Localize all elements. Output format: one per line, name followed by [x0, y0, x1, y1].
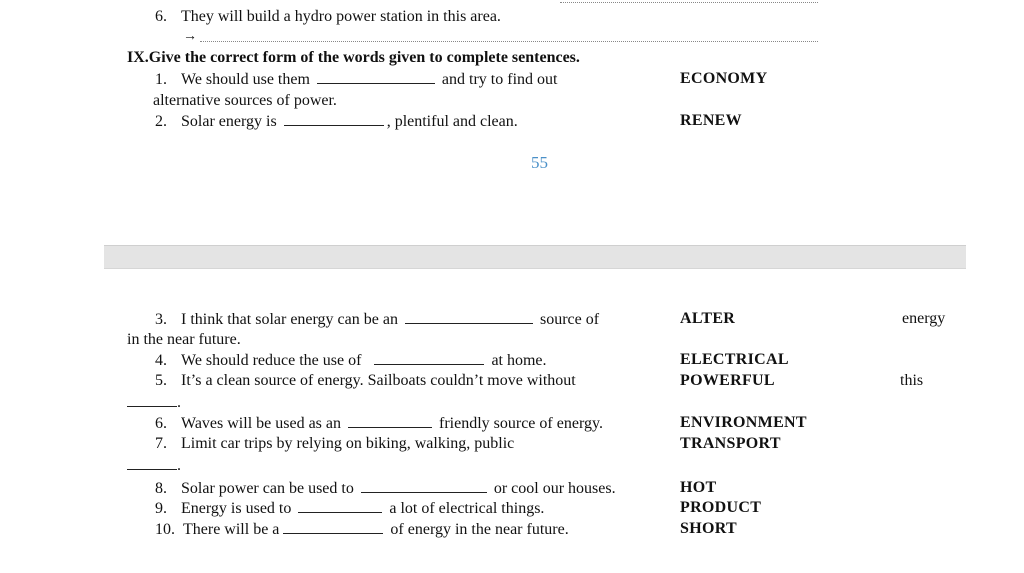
sentence-continuation: alternative sources of power. — [153, 92, 337, 109]
sentence-start: We should use them — [181, 71, 310, 88]
continuation-line — [127, 455, 181, 476]
question-6-item — [155, 7, 501, 27]
sentence-start: Waves will be used as an — [181, 415, 341, 432]
item-text: They will build a hydro power station in this area. — [181, 8, 501, 25]
question-3 — [155, 309, 599, 330]
trailing-text: this — [900, 372, 924, 389]
sentence-end: of energy in the near future. — [390, 521, 569, 538]
item-number: 9. — [155, 500, 167, 517]
item-number: 6. — [155, 415, 167, 432]
item-number: 10. — [155, 521, 175, 538]
sentence-start: Energy is used to — [181, 500, 292, 517]
sentence-start: I think that solar energy can be an — [181, 311, 398, 328]
answer-blank[interactable] — [361, 478, 487, 493]
section-title: IX.Give the correct form of the words given to complete sentences. — [127, 49, 580, 66]
question-5 — [155, 371, 576, 391]
answer-blank[interactable] — [127, 392, 177, 407]
sentence-start: Solar power can be used to — [181, 480, 354, 497]
sentence-text: It’s a clean source of energy. Sailboats couldn’t move without — [181, 372, 576, 389]
sentence-end: friendly source of energy. — [439, 415, 603, 432]
question-10 — [155, 519, 569, 540]
keyword: HOT — [680, 479, 717, 496]
dotted-answer-line — [560, 2, 818, 3]
question-4 — [155, 350, 547, 371]
keyword: ENVIRONMENT — [680, 414, 807, 431]
page-break-gap — [104, 245, 966, 269]
item-number: 5. — [155, 372, 167, 389]
sentence-end: at home. — [491, 352, 547, 369]
answer-blank[interactable] — [284, 111, 384, 126]
arrow-icon: → — [183, 29, 197, 44]
item-number: 3. — [155, 311, 167, 328]
answer-blank[interactable] — [127, 455, 177, 470]
answer-blank[interactable] — [283, 519, 383, 534]
sentence-continuation: in the near future. — [127, 331, 241, 348]
keyword: SHORT — [680, 520, 737, 537]
question-1 — [155, 69, 557, 90]
sentence-end: a lot of electrical things. — [389, 500, 545, 517]
question-8 — [155, 478, 616, 499]
trailing-text: energy — [902, 310, 946, 327]
item-number: 6. — [155, 8, 167, 25]
item-number: 8. — [155, 480, 167, 497]
answer-blank[interactable] — [317, 69, 435, 84]
keyword: ELECTRICAL — [680, 351, 789, 368]
question-2 — [155, 111, 518, 132]
keyword: ALTER — [680, 310, 736, 327]
keyword: ECONOMY — [680, 70, 768, 87]
question-9 — [155, 498, 544, 519]
dotted-answer-line — [200, 41, 818, 42]
answer-blank[interactable] — [374, 350, 484, 365]
keyword: POWERFUL — [680, 372, 775, 389]
answer-blank[interactable] — [348, 413, 432, 428]
sentence-end: . — [177, 394, 181, 411]
item-number: 4. — [155, 352, 167, 369]
keyword: TRANSPORT — [680, 435, 781, 452]
sentence-text: Limit car trips by relying on biking, walking, public — [181, 435, 515, 452]
page-number: 55 — [531, 153, 548, 172]
item-number: 1. — [155, 71, 167, 88]
keyword: RENEW — [680, 112, 742, 129]
sentence-start: Solar energy is — [181, 113, 277, 130]
question-7 — [155, 434, 514, 454]
sentence-end: , plentiful and clean. — [386, 113, 518, 130]
sentence-start: There will be a — [183, 521, 280, 538]
item-number: 7. — [155, 435, 167, 452]
keyword: PRODUCT — [680, 499, 762, 516]
answer-blank[interactable] — [298, 498, 382, 513]
sentence-end: and try to find out — [441, 71, 558, 88]
continuation-line — [127, 392, 181, 413]
answer-blank[interactable] — [405, 309, 533, 324]
sentence-start: We should reduce the use of — [181, 352, 362, 369]
sentence-end: source of — [539, 311, 600, 328]
item-number: 2. — [155, 113, 167, 130]
question-6 — [155, 413, 603, 434]
sentence-end: . — [177, 457, 181, 474]
sentence-end: or cool our houses. — [493, 480, 616, 497]
